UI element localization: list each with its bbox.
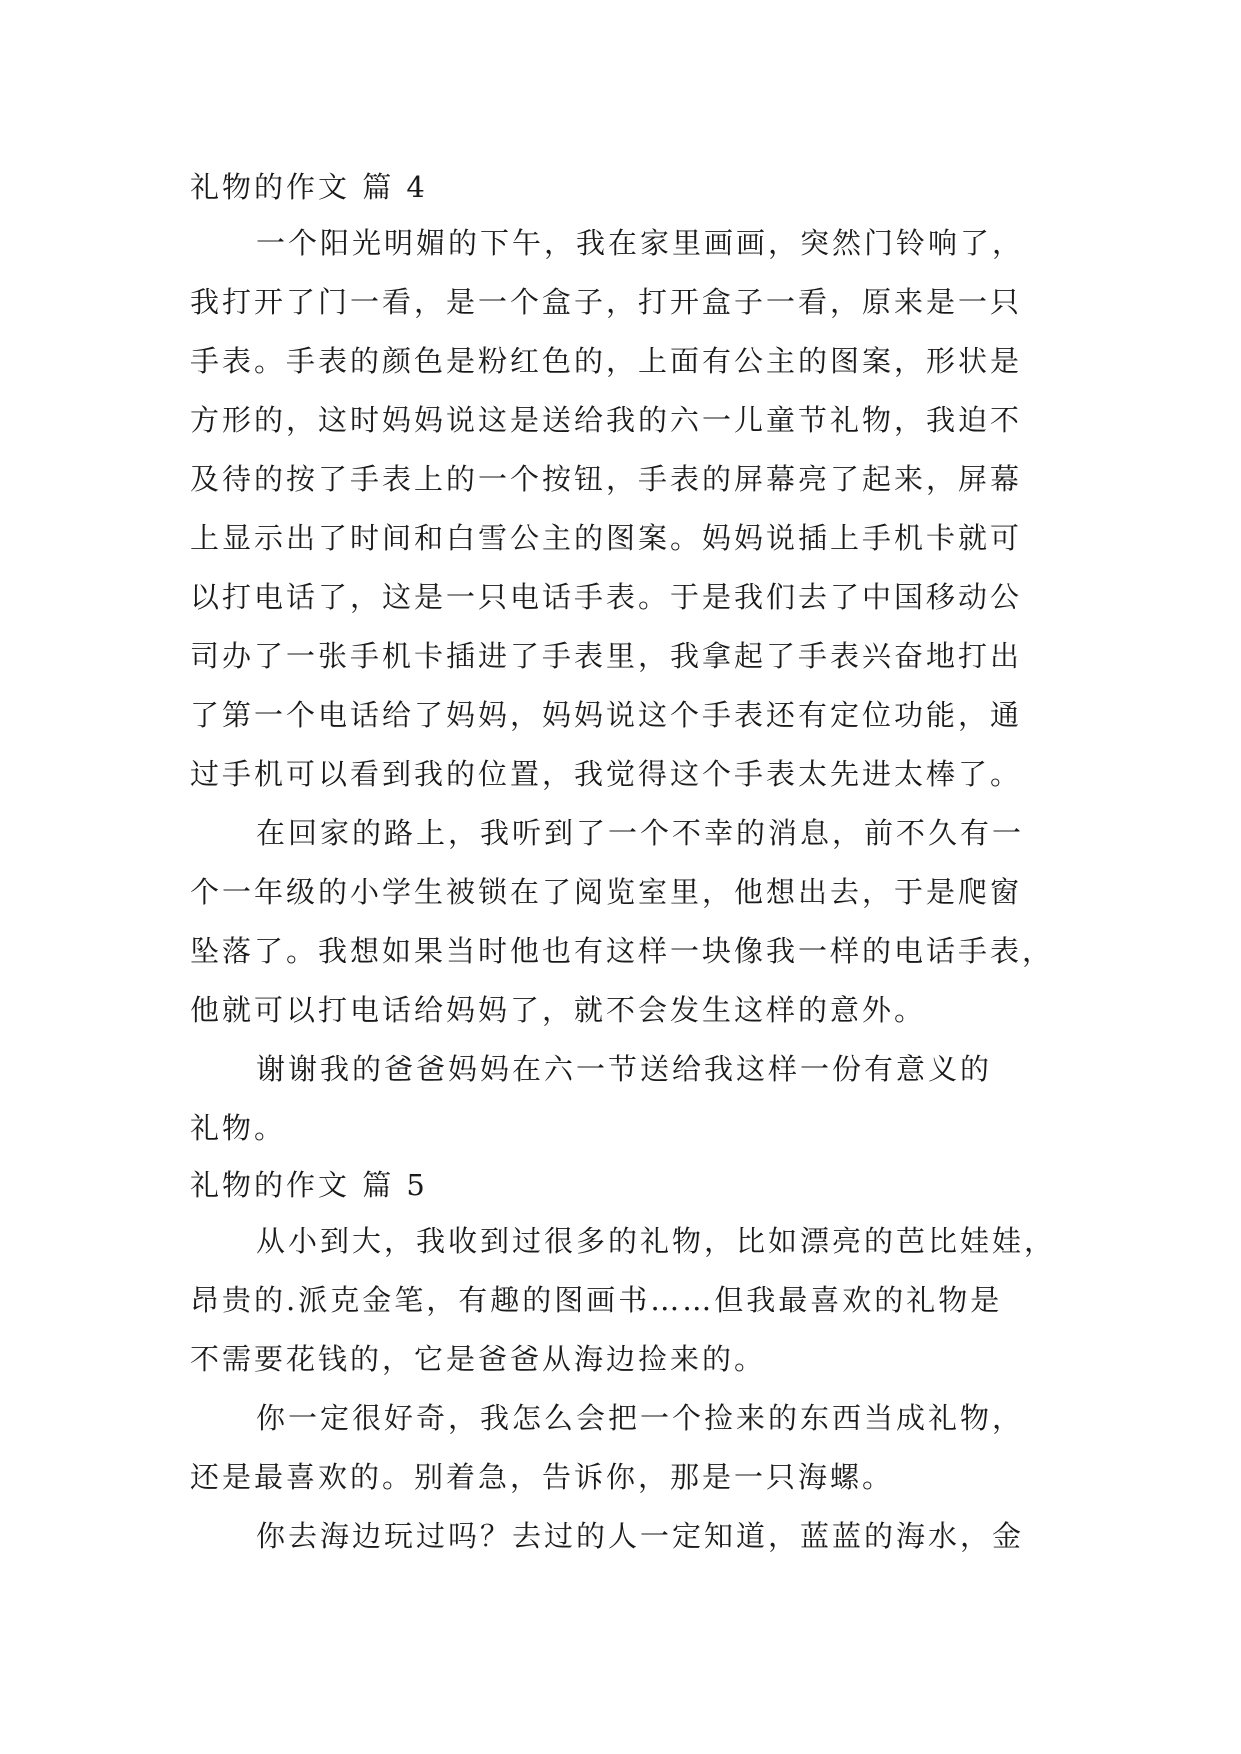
paragraph-line: 司办了一张手机卡插进了手表里，我拿起了手表兴奋地打出 [190, 639, 1023, 673]
paragraph-line: 还是最喜欢的。别着急，告诉你，那是一只海螺。 [190, 1460, 895, 1494]
paragraph-line: 方形的，这时妈妈说这是送给我的六一儿童节礼物，我迫不 [190, 403, 1023, 437]
paragraph-line: 以打电话了，这是一只电话手表。于是我们去了中国移动公 [190, 580, 1023, 614]
paragraph-line: 昂贵的.派克金笔，有趣的图画书……但我最喜欢的礼物是 [190, 1283, 1003, 1317]
paragraph-line: 他就可以打电话给妈妈了，就不会发生这样的意外。 [190, 993, 927, 1027]
paragraph-line: 在回家的路上，我听到了一个不幸的消息，前不久有一 [256, 816, 1025, 850]
paragraph-line: 及待的按了手表上的一个按钮，手表的屏幕亮了起来，屏幕 [190, 462, 1023, 496]
paragraph-line: 一个阳光明媚的下午，我在家里画画，突然门铃响了， [256, 226, 1025, 260]
paragraph-line: 不需要花钱的，它是爸爸从海边捡来的。 [190, 1342, 767, 1376]
paragraph-line: 我打开了门一看，是一个盒子，打开盒子一看，原来是一只 [190, 285, 1023, 319]
paragraph-line: 过手机可以看到我的位置，我觉得这个手表太先进太棒了。 [190, 757, 1023, 791]
paragraph-line: 了第一个电话给了妈妈，妈妈说这个手表还有定位功能，通 [190, 698, 1023, 732]
document-body [190, 160, 1070, 1566]
paragraph-line: 上显示出了时间和白雪公主的图案。妈妈说插上手机卡就可 [190, 521, 1023, 555]
paragraph-line: 个一年级的小学生被锁在了阅览室里，他想出去，于是爬窗 [190, 875, 1023, 909]
paragraph-line: 坠落了。我想如果当时他也有这样一块像我一样的电话手表， [190, 934, 1055, 968]
paragraph-line: 手表。手表的颜色是粉红色的，上面有公主的图案，形状是 [190, 344, 1023, 378]
paragraph-line: 你去海边玩过吗？去过的人一定知道，蓝蓝的海水，金 [256, 1519, 1025, 1553]
paragraph-line: 礼物。 [190, 1111, 287, 1145]
paragraph-line: 谢谢我的爸爸妈妈在六一节送给我这样一份有意义的 [256, 1052, 993, 1086]
paragraph-line: 从小到大，我收到过很多的礼物，比如漂亮的芭比娃娃， [256, 1224, 1057, 1258]
section-heading-5: 礼物的作文 篇 5 [190, 1168, 428, 1202]
paragraph-line: 你一定很好奇，我怎么会把一个捡来的东西当成礼物， [256, 1401, 1025, 1435]
section-heading-4: 礼物的作文 篇 4 [190, 170, 428, 204]
